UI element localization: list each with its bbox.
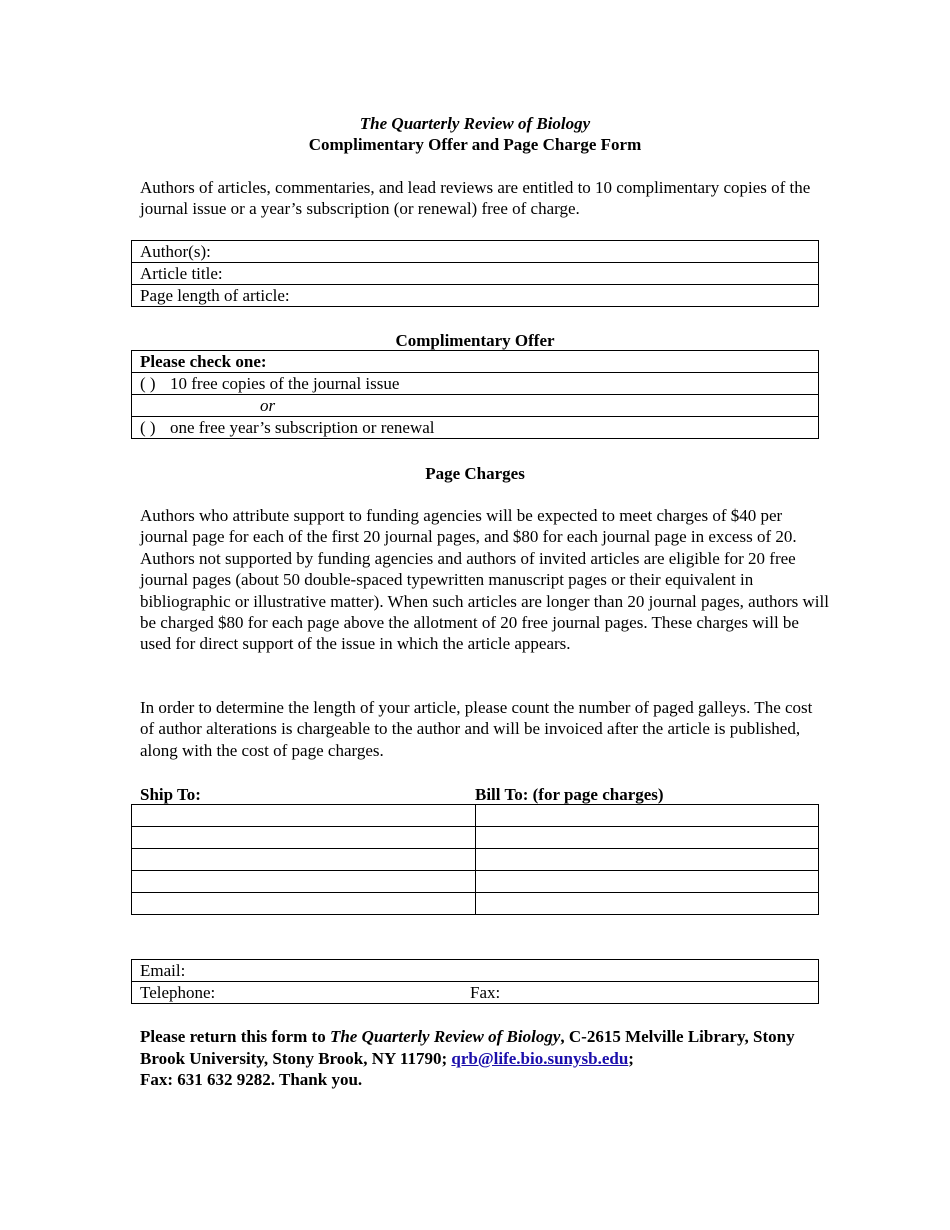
email-field[interactable]: Email: — [132, 960, 819, 982]
return-fax: Fax: 631 632 9282. Thank you. — [140, 1070, 363, 1089]
bill-to-label: Bill To: (for page charges) — [475, 785, 664, 804]
or-label: or — [260, 396, 276, 415]
or-row — [132, 395, 819, 417]
return-journal: The Quarterly Review of Biology — [329, 1027, 561, 1046]
page-charges-heading: Page Charges — [425, 464, 525, 483]
page-length-field[interactable]: Page length of article: — [132, 285, 819, 307]
option-subscription-label: one free year’s subscription or renewal — [170, 418, 435, 437]
address-table — [131, 804, 819, 915]
galleys-paragraph: In order to determine the length of your article, please count the number of paged galleys. The cost of author alterations is chargeable to the author and will be invoiced after the article is published, along with the cost of page charges. — [140, 698, 813, 760]
return-instructions — [140, 1026, 840, 1091]
phone-fax-row — [132, 982, 819, 1004]
intro-paragraph: Authors of articles, commentaries, and lead reviews are entitled to 10 complimentary copies of the journal issue or a year’s subscription (or renewal) free of charge. — [140, 178, 811, 219]
option-subscription[interactable] — [132, 417, 819, 439]
ship-to-line[interactable] — [132, 849, 476, 871]
form-title: Complimentary Offer and Page Charge Form — [308, 135, 642, 154]
page-charges-paragraph: Authors who attribute support to funding agencies will be expected to meet charges of $40 per journal page for each of the first 20 journal pages, and $80 for each journal page in excess of 20. Authors not supported by funding agencies and authors of invited articles are eligible for 20 free journal pages (about 50 double-spaced typewritten manuscript pages or their equivalent in bibliographic or illustrative matter). When such articles are longer than 20 journal pages, authors will be charged $80 for each page above the allotment of 20 free journal pages. These charges will be used for direct support of the issue in which the article appears. — [140, 506, 829, 654]
telephone-field[interactable]: Telephone: — [140, 983, 216, 1002]
ship-to-line[interactable] — [132, 871, 476, 893]
article-title-field[interactable]: Article title: — [132, 263, 819, 285]
email-link[interactable]: qrb@life.bio.sunysb.edu — [451, 1048, 629, 1068]
ship-to-line[interactable] — [132, 805, 476, 827]
contact-table — [131, 959, 819, 1004]
article-info-table — [131, 240, 819, 307]
bill-to-line[interactable] — [476, 827, 819, 849]
bill-to-line[interactable] — [476, 893, 819, 915]
authors-field[interactable]: Author(s): — [132, 241, 819, 263]
complimentary-offer-table — [131, 350, 819, 439]
option-free-copies[interactable] — [132, 373, 819, 395]
link-suffix: ; — [628, 1048, 634, 1068]
bill-to-line[interactable] — [476, 805, 819, 827]
ship-to-label: Ship To: — [140, 785, 201, 804]
journal-title: The Quarterly Review of Biology — [359, 114, 591, 133]
bill-to-line[interactable] — [476, 849, 819, 871]
fax-field[interactable]: Fax: — [470, 983, 501, 1002]
option-free-copies-checkbox[interactable]: ( ) — [140, 374, 156, 393]
return-address: , C-2615 Melville Library, Stony Brook University, Stony Brook, NY 11790; — [140, 1027, 795, 1068]
option-free-copies-label: 10 free copies of the journal issue — [170, 374, 400, 393]
return-prefix: Please return this form to — [140, 1027, 330, 1046]
check-one-label: Please check one: — [132, 351, 819, 373]
bill-to-line[interactable] — [476, 871, 819, 893]
complimentary-offer-heading: Complimentary Offer — [395, 331, 555, 350]
ship-to-line[interactable] — [132, 893, 476, 915]
ship-to-line[interactable] — [132, 827, 476, 849]
option-subscription-checkbox[interactable]: ( ) — [140, 418, 156, 437]
